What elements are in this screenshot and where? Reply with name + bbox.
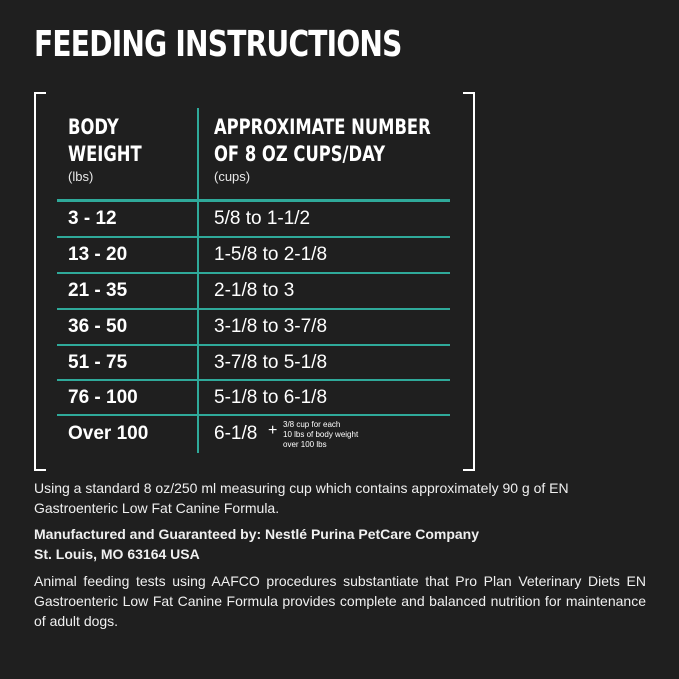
table-row-cups: 3-1/8 to 3-7/8 xyxy=(214,316,328,337)
table-row-weight: 76 - 100 xyxy=(68,387,138,408)
table-row-weight: 36 - 50 xyxy=(68,316,128,337)
weight-header-line1: BODY xyxy=(68,115,119,139)
table-row-cups: 1-5/8 to 2-1/8 xyxy=(214,244,328,265)
note-line1: 3/8 cup for each xyxy=(283,420,341,429)
plus-sign: + xyxy=(268,422,278,439)
manufacturer-info xyxy=(34,524,646,564)
over-100-note xyxy=(283,420,358,450)
table-row-weight: 51 - 75 xyxy=(68,352,128,373)
weight-header-line2: WEIGHT xyxy=(68,142,142,166)
row-separator xyxy=(57,344,450,346)
cups-unit: (cups) xyxy=(214,169,251,184)
cups-column-header xyxy=(214,114,431,168)
table-row-cups: 3-7/8 to 5-1/8 xyxy=(214,352,328,373)
row-separator xyxy=(57,414,450,416)
cups-header-line1: APPROXIMATE NUMBER xyxy=(214,115,431,139)
weight-column-header xyxy=(68,114,142,168)
manufacturer-line1: Manufactured and Guaranteed by: Nestlé Purina PetCare Company xyxy=(34,526,479,542)
column-divider xyxy=(197,108,199,453)
row-separator xyxy=(57,272,450,274)
note-line3: over 100 lbs xyxy=(283,440,327,449)
row-separator xyxy=(57,379,450,381)
table-row-cups: 5/8 to 1-1/2 xyxy=(214,208,311,229)
cup-note: Using a standard 8 oz/250 ml measuring cup which contains approximately 90 g of EN Gastroenteric Low Fat Canine Formula. xyxy=(34,480,569,516)
aafco-statement: Animal feeding tests using AAFCO procedures substantiate that Pro Plan Veterinary Diets EN Gastroenteric Low Fat Canine Formula provides complete and balanced nutrition for maintenance of adult dogs. xyxy=(34,573,646,629)
cups-header-line2: OF 8 OZ CUPS/DAY xyxy=(214,142,386,166)
manufacturer-line2: St. Louis, MO 63164 USA xyxy=(34,546,200,562)
note-line2: 10 lbs of body weight xyxy=(283,430,359,439)
table-left-bracket xyxy=(34,92,46,471)
table-row-cups: 2-1/8 to 3 xyxy=(214,280,295,301)
table-row-weight: 21 - 35 xyxy=(68,280,128,301)
table-right-bracket xyxy=(463,92,475,471)
row-separator xyxy=(57,236,450,238)
table-row-weight: 13 - 20 xyxy=(68,244,128,265)
header-separator xyxy=(57,199,450,202)
table-row-weight: 3 - 12 xyxy=(68,208,117,229)
page-title: FEEDING INSTRUCTIONS xyxy=(34,24,402,65)
row-separator xyxy=(57,308,450,310)
weight-unit: (lbs) xyxy=(68,169,94,184)
table-row-weight: Over 100 xyxy=(68,423,149,444)
table-row-cups: 5-1/8 to 6-1/8 xyxy=(214,387,328,408)
table-row-cups: 6-1/8 xyxy=(214,423,258,444)
